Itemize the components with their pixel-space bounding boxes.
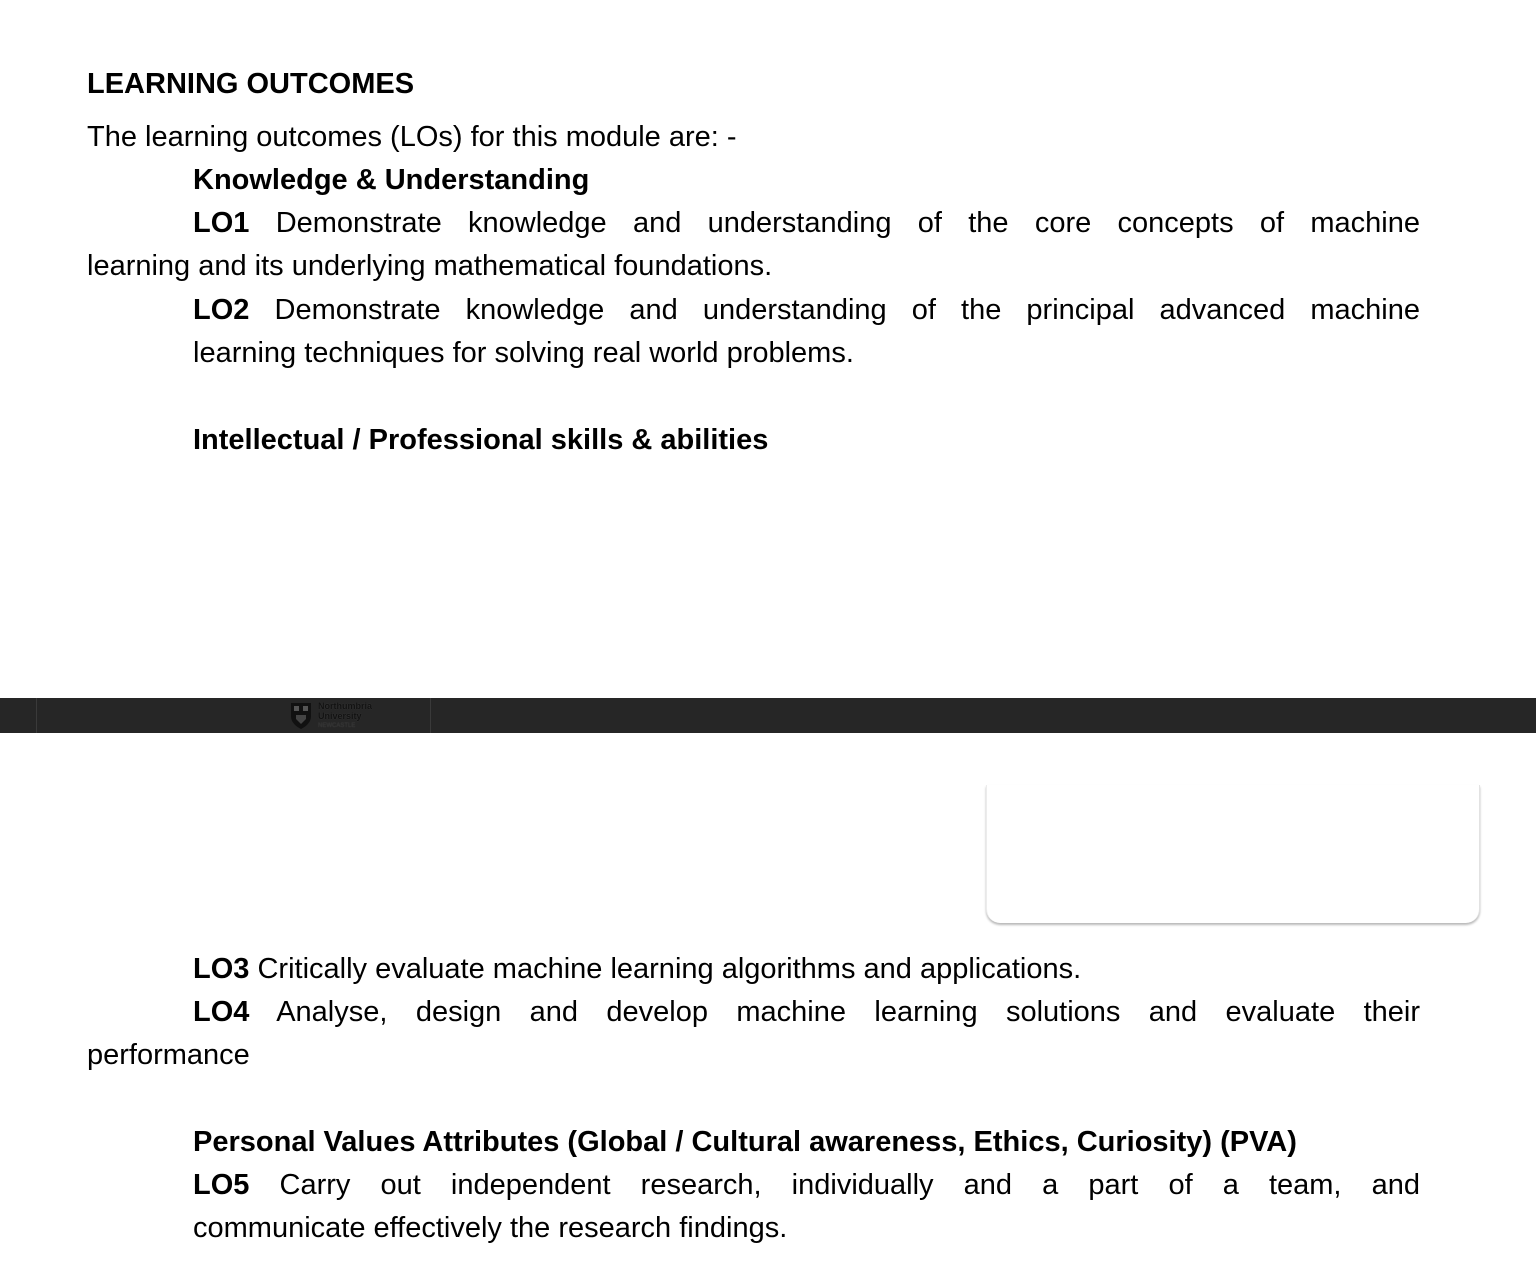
lo4-code: LO4 [193,996,250,1028]
lo2-text: Demonstrate knowledge and understanding of the principal advanced machine [274,294,1420,326]
logo-text [318,701,372,731]
section-heading: LEARNING OUTCOMES [87,68,415,100]
university-logo [290,698,400,733]
lo1-line2: learning and its underlying mathematical foundations. [87,250,773,282]
page-break [0,698,1536,733]
lo3-code: LO3 [193,953,250,985]
lo3-text: Critically evaluate machine learning algorithms and applications. [257,953,1082,985]
lo5-text: Carry out independent research, individually and a part of a team, and [279,1169,1420,1201]
lo2-line1 [193,289,1420,332]
lo5-line2: communicate effectively the research findings. [193,1212,788,1244]
lo3-line1 [193,948,1081,991]
lo2-line2: learning techniques for solving real world problems. [193,337,854,369]
comment-panel[interactable] [986,785,1480,923]
lo4-line1 [193,991,1420,1034]
logo-line-3: NEWCASTLE [318,722,356,729]
logo-line-2: University [318,710,362,721]
lo1-code: LO1 [193,207,250,239]
lo5-line1 [193,1164,1420,1207]
page-break-divider [430,698,431,733]
lo4-text: Analyse, design and develop machine learning solutions and evaluate their [276,996,1420,1028]
lo1-text: Demonstrate knowledge and understanding of the core concepts of machine [275,207,1420,239]
lo4-line2: performance [87,1039,250,1071]
lo5-code: LO5 [193,1169,250,1201]
pva-heading: Personal Values Attributes (Global / Cultural awareness, Ethics, Curiosity) (PVA) [193,1126,1297,1158]
lo2-code: LO2 [193,294,250,326]
intro-text: The learning outcomes (LOs) for this module are: - [87,121,737,153]
logo-line-1: Northumbria [318,700,372,711]
intellectual-heading: Intellectual / Professional skills & abilities [193,424,769,456]
lo1-line1 [193,202,1420,245]
shield-crest-icon [290,702,312,730]
page-break-divider [36,698,37,733]
knowledge-heading: Knowledge & Understanding [193,164,590,196]
